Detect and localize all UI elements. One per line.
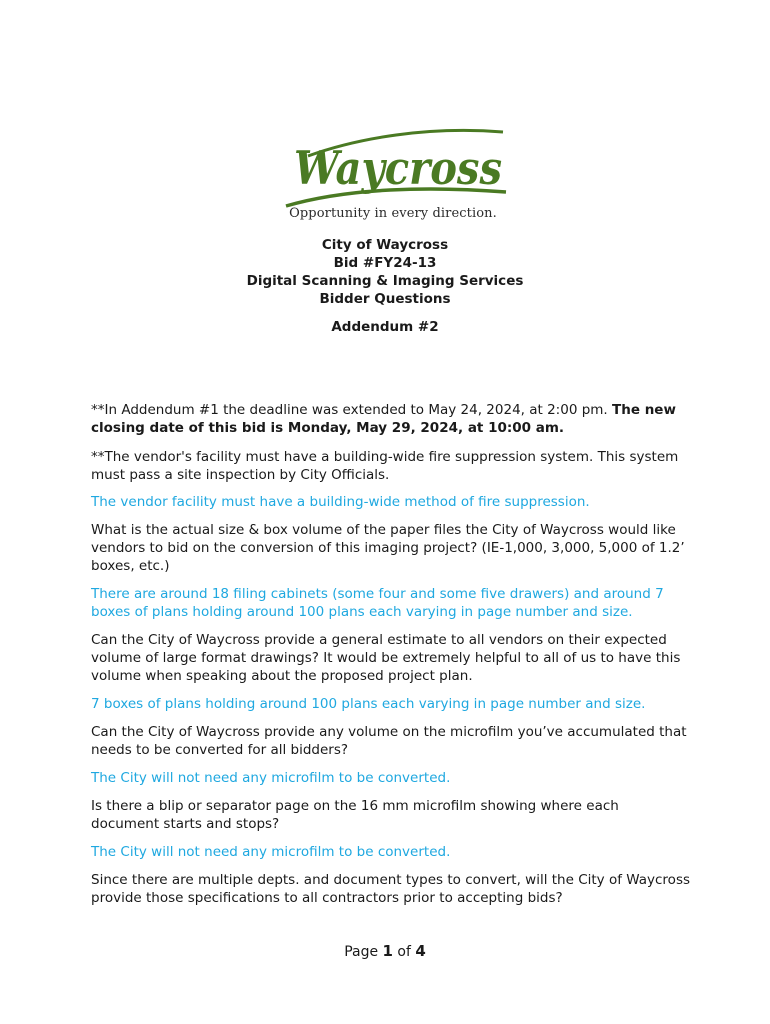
question-microfilm-blip: Is there a blip or separator page on the 16 mm microfilm showing where each document starts and stops? <box>91 798 619 833</box>
deadline-note <box>91 401 691 437</box>
answer-large-format: 7 boxes of plans holding around 100 plans each varying in page number and size. <box>91 696 646 712</box>
fire-suppression-note: **The vendor's facility must have a building-wide fire suppression system. This system must pass a site inspection by City Officials. <box>91 449 679 484</box>
question-microfilm-volume: Can the City of Waycross provide any volume on the microfilm you’ve accumulated that needs to be converted for all bidders? <box>91 724 687 759</box>
answer-fire-suppression: The vendor facility must have a building-wide method of fire suppression. <box>91 494 590 510</box>
header-city: City of Waycross <box>321 237 449 253</box>
question-paper-volume: What is the actual size & box volume of the paper files the City of Waycross would like vendors to bid on the conversion of this imaging project? (IE-1,000, 3,000, 5,000 of 1.2’ boxes, etc.) <box>91 522 685 575</box>
logo-wordmark: Waycross <box>294 141 502 195</box>
logo-tagline: Opportunity in every direction. <box>289 206 497 221</box>
answer-paper-volume: There are around 18 filing cabinets (some four and some five drawers) and around 7 boxes of plans holding around 100 plans each varying in page number and size. <box>91 586 664 621</box>
document-header <box>0 236 770 308</box>
header-bid-number: Bid #FY24-13 <box>333 255 437 271</box>
header-bid-title: Digital Scanning & Imaging Services <box>246 273 524 289</box>
page-total: 4 <box>415 942 426 960</box>
addendum-title: Addendum #2 <box>331 319 439 335</box>
page-number-footer <box>0 942 770 960</box>
header-subtitle: Bidder Questions <box>319 291 451 307</box>
closing-date-text: The new closing date of this bid is Monday, May 29, 2024, at 10:00 am. <box>91 402 676 437</box>
question-specifications: Since there are multiple depts. and document types to convert, will the City of Waycross provide those specifications to all contractors prior to accepting bids? <box>91 872 691 907</box>
answer-microfilm-blip: The City will not need any microfilm to be converted. <box>91 844 451 860</box>
question-large-format: Can the City of Waycross provide a general estimate to all vendors on their expected volume of large format drawings? It would be extremely helpful to all of us to have this volume when speaking about the proposed project plan. <box>91 632 681 685</box>
answer-microfilm-volume: The City will not need any microfilm to be converted. <box>91 770 451 786</box>
page-current: 1 <box>382 942 393 960</box>
page-of-label: of <box>392 944 416 960</box>
page-label: Page <box>344 944 383 960</box>
deadline-note-text: **In Addendum #1 the deadline was extended to May 24, 2024, at 2:00 pm. <box>91 402 613 418</box>
